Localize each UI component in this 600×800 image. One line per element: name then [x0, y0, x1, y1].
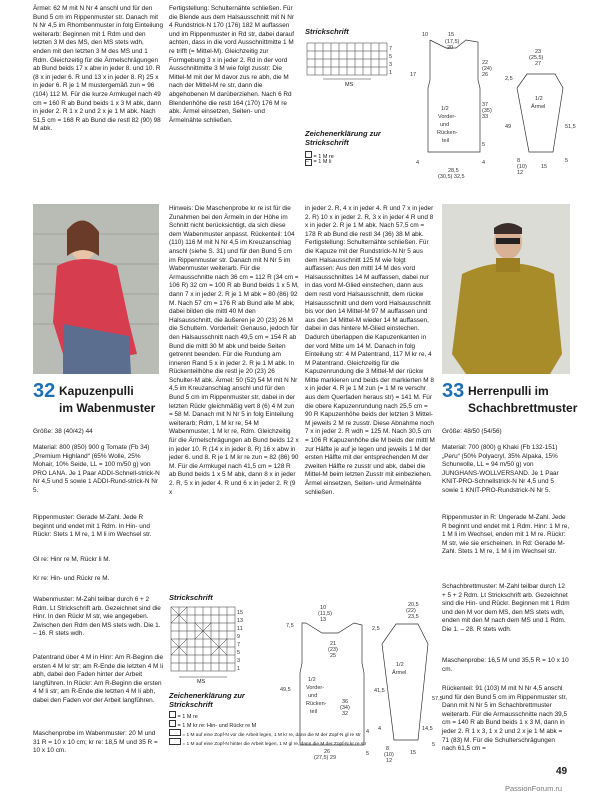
- svg-text:28,5: 28,5: [448, 168, 459, 174]
- section-32-number: 32: [33, 380, 56, 402]
- schematic-top-sleeve: [505, 28, 575, 178]
- strickschrift-bottom-ms: MS: [197, 679, 206, 685]
- svg-text:33: 33: [482, 114, 489, 120]
- svg-text:15: 15: [237, 610, 244, 616]
- strickschrift-top-grid: [305, 41, 410, 141]
- svg-text:21: 21: [330, 641, 337, 647]
- section-33-ruecken: Rückenteil: 91 (103) M mit N Nr 4,5 anschl und für den Bund 5 cm im Rippenmuster str, Dann mit N Nr 5 im Schachbrettmuster weiterarb. Für die Armausschnitte nach 39,5 cm = 140 R ab Bund beids 1 x 3 M, dann in jeder 2. R 1 x 3, 1 x 2 und 2 x je 1 M abk = 71 (83) M. Für die Schulterschrägungen nach 61,5 cm =: [442, 685, 568, 753]
- svg-text:7: 7: [237, 642, 241, 648]
- section-33-material: Material: 700 (800) g Khaki (Fb 132-151) „Peru“ (50% Polyacryl, 35% Alpaka, 15% Schurwolle, LL = 94 m/50 g) von JUNGHANS-WOLLVERSAND. Je 1 Paar KNIT-PRO-Schnellstrick-N Nr 4,5 und 5 sowie 1 KNIT-PRO-Rundstrick-N Nr 5.: [442, 444, 559, 494]
- photo-herrenpulli: [442, 204, 570, 374]
- svg-text:(22): (22): [406, 608, 416, 614]
- schematic-bottom-sleeve: [372, 600, 443, 764]
- svg-text:10: 10: [320, 605, 327, 611]
- svg-text:(25,5): (25,5): [529, 55, 544, 61]
- legend-bottom-item-1: = 1 M re: [169, 711, 369, 720]
- svg-text:41,5: 41,5: [374, 688, 385, 694]
- svg-text:26: 26: [324, 749, 331, 755]
- svg-text:7: 7: [389, 46, 393, 52]
- svg-text:5: 5: [389, 54, 393, 60]
- svg-text:(30,5) 32,5: (30,5) 32,5: [438, 174, 465, 180]
- svg-text:Ärmel: Ärmel: [392, 670, 407, 676]
- section-33-number: 33: [442, 380, 465, 402]
- svg-text:9: 9: [237, 634, 241, 640]
- svg-text:Vorder-: Vorder-: [306, 685, 325, 691]
- svg-text:teil: teil: [442, 138, 450, 144]
- svg-text:4: 4: [366, 729, 370, 735]
- svg-text:1/2: 1/2: [308, 677, 316, 683]
- mid-col2-text: Hinweis: Die Maschenprobe kr re ist für die Zunahmen bei den Ärmeln in der Höhe im Schnitt nicht berücksichtigt, da sich diese dem Wabenmuster anpasst. Rückenteil: 104 (110) 116 M mit N Nr 4,5 im Kreuzanschlag anschl (siehe S. 31) und für den Bund 5 cm im Rippenmuster str. Danach mit N Nr 5 im Wabenmuster weiterarb. Für die Armausschnitte nach 36 cm = 112 R (34 cm = 106 R) 32 cm = 100 R ab Bund beids 1 x 5 M, dann 7 x in jeder 2. R je 1 M abk = 80 (86) 92 M. Nach 57 cm = 176 R ab Bund alle M abk, dabei bilden die mittl 40 M den Halsausschnitt, die äußeren je 20 (23) 26 M die Schultern. Vorderteil: Genauso, jedoch für den Halsausschnitt nach 49,5 cm = 154 R ab Bund die mittl 30 M abk und beide Seiten getrennt beenden. Für die Rundung am inneren Rand 5 x in jeder 2. R je 1 M abk. In Rückenteilhöhe die restl je 20 (23) 26 Schulter-M abk. Ärmel: 50 (52) 54 M mit N Nr 4,5 im Kreuzanschlag anschl und für den Bund 5 cm im Rippenmuster str, dabei in der letzten Rückr gleichmäßig vert 8 (6) 4 M zun = 58 M. Danach mit N Nr 5 in folg Einteilung weiterarb: Rdm, 1 M kr re, 54 M Wabenmuster, 1 M kr re, Rdm. Gleichzeitig für die Ärmelschrägungen ab Bund beids 12 x in jeder 10. R (14 x in jeder 8. R) 16 x abw in jeder 6. und 8. R je 1 M kr re zun = 82 (86) 90 M. Für die Armkugel nach 41,5 cm = 128 R ab Bund beids 1 x 5 M abk, dann 8 x in jeder 2. R, 5 x in jeder 4. R und 6 x in jeder 2. R (9 x: [169, 205, 299, 496]
- svg-text:1/2: 1/2: [396, 662, 404, 668]
- legend-bottom-item-2: = 1 M kr re: Hin- und Rückr re M: [169, 720, 369, 729]
- svg-text:20: 20: [447, 45, 454, 51]
- svg-text:teil: teil: [310, 709, 318, 715]
- svg-text:4: 4: [378, 726, 382, 732]
- svg-text:1/2: 1/2: [441, 106, 449, 112]
- section-33-rippen: Rippenmuster in R: Ungerade M-Zahl. Jede R beginnt und endet mit 1 Rdm. Hinr: 1 M re, 1 M li im Wechsel, enden mit 1 M re. Rückr: M str, wie sie erscheinen. In Rd: Gerade M-Zahl. Stets 1 M re, 1 M li im Wechsel str.: [442, 514, 570, 556]
- section-33-maschenprobe: Maschenprobe: 16,5 M und 35,5 R = 10 x 10 cm.: [442, 657, 569, 673]
- section-33-title: [442, 380, 582, 415]
- svg-text:12: 12: [386, 758, 393, 764]
- legend-bottom-item-3: = 1 M auf eine Zopf-N vor die Arbeit legen, 1 M kr re, dann die M der Zopf-N gl re str: [169, 729, 439, 738]
- legend-top-item-1: = 1 M re: [305, 151, 334, 160]
- svg-text:15: 15: [541, 164, 548, 170]
- mid-col3-text: in jeder 2. R, 4 x in jeder 4. R und 7 x in jeder 2. R) 10 x in jeder 2. R, 3 x in jeder 4 R und 8 x in jeder 2. R je 1 M abk. Nach 57,5 cm = 178 R ab Bund die restl 34 (36) 38 M abk. Fertigstellung: Schulternähte schließen. Für die Kapuze mit der Rundstrick-N Nr 5 aus dem Halsausschnitt 125 M wie folgt auffassen: Aus den mittl 14 M des vord Halsausschnittes 14 M auffassen, dabei nur in das vord M-Glied einstechen, dann aus dem restl vord Halsausschnitt, dem rückw Halsausschnitt und dem vord Halsausschnitt bis vor den 14 Mittel-M 97 M auffassen und aus den 14 Mittel-M wieder 14 M auffassen, dabei in das hintere M-Glied einstechen. Dadurch überlappen die Kapuzenkanten in der vord Mitte um 14 M. Danach in folg Einteilung str: 4 M Patentrand, 117 M kr re, 4 M Patentrand. Gleichzeitig für die Kapuzenrundung die 3 Mittel-M der rückw Mitte markieren und beids der markierten M 8 x in jeder 4. R je 1 M zun (= 1 M re verschr aus dem Querfaden heraus str) = 141 M. Für die obere Kapuzenrundung nach 25,5 cm = 90 R Kapuzenhöhe beids der letzten 3 Mittel-M jeweils 2 M re zusstr. Diese Abnahme noch 7 x in jeder 2. R wdh = 125 M. Nach 30,5 cm = 106 R Kapuzenhöhe die M beids der mittl M zur Hälfte je auf je legen und jeweils 1 M der ersten Hälfte mit der entsprechenden M der zweiten Hälfte re zusstr und abk, dabei die Mittel-M beim letzten Zusstr mit einbeziehen. Ärmel einsetzen, Seiten- und Ärmelnähte schließen.: [305, 205, 435, 496]
- svg-text:2,5: 2,5: [505, 76, 513, 82]
- section-33-title-2: Schachbrettmuster: [468, 401, 578, 415]
- svg-text:51,5: 51,5: [565, 124, 576, 130]
- svg-text:2,5: 2,5: [372, 626, 380, 632]
- section-32-title-2: im Wabenmuster: [59, 401, 156, 415]
- section-32-waben: Wabenmuster: M-Zahl teilbar durch 6 + 2 Rdm. Lt Strickschrift arb. Gezeichnet sind die Hinr. In den Rückr M str, wie angegeben. Zwischen den Rdm den MS stets wdh. Die 1. – 16. R stets wdh.: [33, 596, 161, 638]
- man-figure-icon: [442, 204, 570, 374]
- legend-bottom-title: Zeichenerklärung zur Strickschrift: [169, 691, 245, 709]
- svg-text:7,5: 7,5: [286, 623, 294, 629]
- svg-text:57,5: 57,5: [432, 696, 443, 702]
- svg-text:(23): (23): [328, 647, 338, 653]
- section-32-rippen: Rippenmuster: Gerade M-Zahl. Jede R beginnt und endet mit 1 Rdm. In Hin- und Rückr: Stets 1 M re, 1 M li im Wechsel str.: [33, 514, 152, 539]
- svg-text:13: 13: [237, 618, 244, 624]
- svg-text:14,5: 14,5: [422, 726, 433, 732]
- section-32-krre: Kr re: Hin- und Rückr re M.: [33, 575, 110, 582]
- svg-text:17: 17: [410, 72, 417, 78]
- section-32-material: Material: 800 (850) 900 g Tomate (Fb 34) „Premium Highland“ (65% Wolle, 25% Mohair, 10% Seide, LL = 100 m/50 g) von PRO LANA. Je 1 Paar ADDI-Schnell-strick-N Nr 4,5 und 5 sowie 1 ADDI-Rund-strick-N Nr 5.: [33, 444, 160, 494]
- svg-text:23,5: 23,5: [408, 614, 419, 620]
- svg-text:49,5: 49,5: [280, 687, 291, 693]
- section-32-title: [33, 380, 163, 415]
- svg-text:15: 15: [410, 750, 417, 756]
- strickschrift-top-ms: MS: [345, 82, 354, 88]
- section-32-glre: Gl re: Hinr re M, Rückr li M.: [33, 556, 111, 563]
- svg-text:Ärmel: Ärmel: [531, 104, 546, 110]
- svg-text:36: 36: [342, 699, 349, 705]
- svg-text:4: 4: [482, 160, 486, 166]
- svg-text:(35): (35): [482, 108, 492, 114]
- legend-top-title: Zeichenerklärung zur Strickschrift: [305, 129, 381, 147]
- svg-text:23: 23: [535, 49, 542, 55]
- svg-text:49: 49: [505, 124, 512, 130]
- watermark: PassionForum.ru: [505, 784, 563, 793]
- svg-text:27: 27: [535, 61, 542, 67]
- svg-text:(10): (10): [517, 164, 527, 170]
- svg-text:(34): (34): [340, 705, 350, 711]
- schematic-bottom-front: [280, 603, 380, 761]
- legend-top-item-2: – = 1 M li: [306, 159, 332, 165]
- svg-text:(10): (10): [384, 752, 394, 758]
- photo-kapuzenpulli: [33, 204, 159, 374]
- strickschrift-top-title: Strickschrift: [305, 27, 349, 36]
- svg-text:26: 26: [482, 72, 489, 78]
- strickschrift-bottom-title: Strickschrift: [169, 593, 213, 602]
- section-33-schach: Schachbrettmuster: M-Zahl teilbar durch 12 + 5 + 2 Rdm. Lt Strickschrift arb. Gezeichnet sind die Hin- und Rückr. Beginnen mit 1 Rdm und den M vor dem MS, den MS stets wdh, enden mit den M nach dem MS und 1 Rdm. Die 1. – 28. R stets wdh.: [442, 583, 570, 633]
- svg-text:1: 1: [237, 666, 241, 672]
- top-left-text: Ärmel: 62 M mit N Nr 4 anschl und für den Bund 5 cm im Rippenmuster str. Danach mit N Nr 4,5 im Rhombenmuster in folg Einteilung weiterarb: Beginnen mit 1 Rdm und den letzten 3 M des MS, den MS stets wdh, enden mit den letzten 3 M des MS und 1 Rdm. Gleichzeitig für die Ärmelschrägungen ab Bund beids 17 x abw in jeder 8. und 10. R (8 x in jeder 6. R und 13 x in jeder 8. R) 25 x in jeder 6. R je 1 M mustergemäß zun = 96 (104) 112 M. Für die kurze Armkugel nach 49 cm = 160 R ab Bund beids 1 x 3 M abk, dann in jeder 2. R 1 x 2 und 2 x je 1 M abk. Nach 51,5 cm = 168 R ab Bund die restl 82 (90) 98 M abk.: [33, 5, 164, 133]
- svg-text:8: 8: [386, 746, 390, 752]
- svg-text:37: 37: [482, 102, 489, 108]
- svg-text:1/2: 1/2: [535, 96, 543, 102]
- section-32-title-1: Kapuzenpulli: [59, 384, 134, 398]
- svg-text:22: 22: [482, 60, 489, 66]
- svg-text:13: 13: [320, 617, 327, 623]
- svg-text:5: 5: [565, 158, 569, 164]
- svg-text:(24): (24): [482, 66, 492, 72]
- svg-text:(17,5): (17,5): [445, 39, 460, 45]
- svg-text:11: 11: [237, 626, 243, 632]
- svg-text:(27,5) 29: (27,5) 29: [314, 755, 337, 761]
- svg-text:8: 8: [517, 158, 521, 164]
- svg-text:12: 12: [517, 170, 524, 176]
- svg-text:1: 1: [389, 70, 393, 76]
- svg-text:Vorder-: Vorder-: [438, 114, 457, 120]
- page-number: 49: [556, 766, 568, 777]
- top-mid-text: Fertigstellung: Schulternähte schließen. Für die Blende aus dem Halsausschnitt mit N Nr 4 Rundstrick-N 170 (176) 182 M auffassen und im Rippenmuster in Rd str, dabei darauf achten, dass in die vord Ausschnittmitte 1 M re trifft (= Mittel-M). Gleichzeitig zur Formgebung 3 x in jeder 2. Rd in der vord Ausschnittmitte 3 M wie folgt zusstr: Die Mittel-M mit der M davor zus re abh, die M nach der Mittel-M re str, dann die abgehobenen M darüberziehen. Nach 6 Rd Blendenhöhe die restl 164 (170) 176 M re abk. Ärmel einsetzen, Seiten- und Ärmelnähte schließen.: [169, 5, 295, 124]
- svg-text:3: 3: [237, 658, 241, 664]
- svg-text:20,5: 20,5: [408, 602, 419, 608]
- svg-text:5: 5: [482, 142, 486, 148]
- section-32-patentrand: Patentrand über 4 M in Hinr: Am R-Beginn die ersten 4 M kr str; am R-Ende die letzten 4 M li abh, dabei den Faden hinter der Arbeit langführen. In Rückr: Am R-Beginn die ersten 4 M li str; am R-Ende die letzten 4 M li abh, dabei den Faden vor der Arbeit langführen.: [33, 654, 164, 704]
- section-32-size: Größe: 38 (40/42) 44: [33, 428, 93, 435]
- svg-text:3: 3: [389, 62, 393, 68]
- svg-text:5: 5: [432, 742, 436, 748]
- svg-text:Rücken-: Rücken-: [437, 130, 458, 136]
- svg-text:(11,5): (11,5): [318, 611, 332, 617]
- legend-bottom-item-4: = 1 M auf eine Zopf-N hinter die Arbeit legen, 1 M gl re, dann die M der Zopf-N kr re str: [169, 738, 439, 747]
- svg-text:Rücken-: Rücken-: [306, 701, 327, 707]
- svg-text:und: und: [440, 122, 450, 128]
- svg-text:25: 25: [330, 653, 337, 659]
- svg-text:15: 15: [448, 32, 455, 38]
- schematic-top-front: [408, 28, 498, 178]
- svg-text:5: 5: [366, 751, 370, 757]
- strickschrift-top: [305, 27, 410, 177]
- woman-figure-icon: [33, 204, 159, 374]
- section-33-size: Größe: 48/50 (54/56): [442, 428, 502, 435]
- svg-text:5: 5: [237, 650, 241, 656]
- svg-text:32: 32: [342, 711, 349, 717]
- svg-text:und: und: [308, 693, 318, 699]
- svg-text:4: 4: [416, 160, 420, 166]
- section-32-maschenprobe: Maschenprobe im Wabenmuster: 20 M und 31 R = 10 x 10 cm; kr re: 18,5 M und 35 R = 10 x 10 cm.: [33, 730, 158, 755]
- svg-text:10: 10: [422, 32, 429, 38]
- section-33-title-1: Herrenpulli im: [468, 384, 549, 398]
